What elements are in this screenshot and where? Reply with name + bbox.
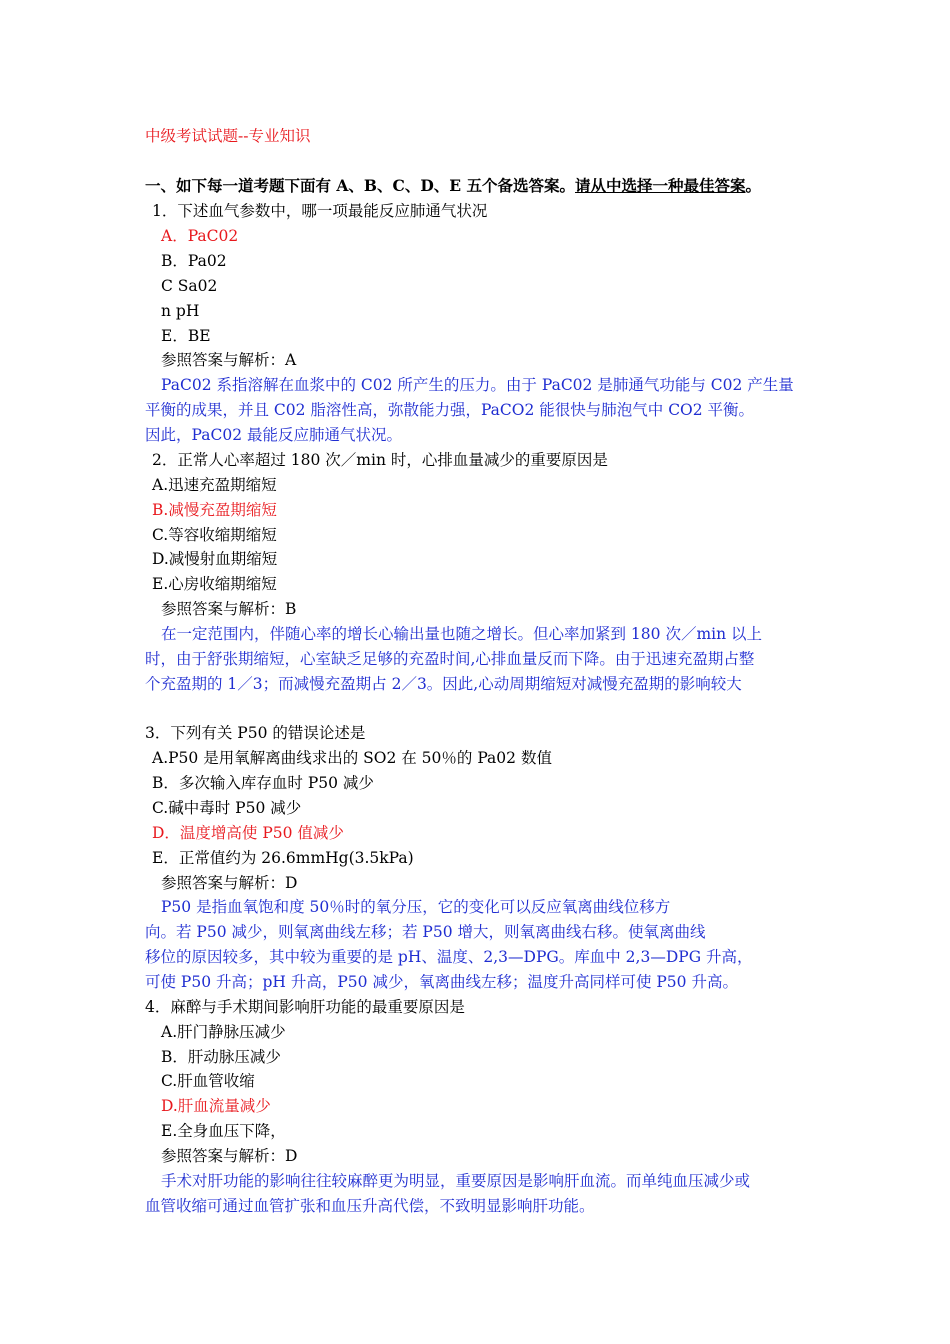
instruction-prefix: 一、如下每一道考题下面有 A、B、C、D、E 五个备选答案。 bbox=[145, 176, 576, 195]
instruction-emphasis: 请从中选择一种最佳答案 bbox=[575, 176, 746, 195]
question-3-explanation-line: P50 是指血氧饱和度 50％时的氧分压，它的变化可以反应氧离曲线位移方 bbox=[161, 898, 671, 916]
question-1-option-c: C Sa02 bbox=[161, 277, 218, 295]
question-3-option-b: B．多次输入库存血时 P50 减少 bbox=[152, 774, 374, 792]
question-1-option-d: n pH bbox=[161, 302, 200, 320]
question-3-option-c: C.碱中毒时 P50 减少 bbox=[152, 799, 302, 817]
question-2-explanation-line: 时，由于舒张期缩短，心室缺乏足够的充盈时间,心排血量反而下降。由于迅速充盈期占整 bbox=[145, 650, 755, 668]
question-4-option-d: D.肝血流量减少 bbox=[161, 1097, 271, 1115]
document-title: 中级考试试题--专业知识 bbox=[145, 127, 311, 145]
question-2-explanation-line: 在一定范围内，伴随心率的增长心输出量也随之增长。但心率加紧到 180 次／min 以上 bbox=[161, 625, 763, 643]
question-4-answer: 参照答案与解析：D bbox=[161, 1147, 298, 1165]
question-1-option-a: A．PaC02 bbox=[161, 227, 239, 245]
question-2-option-d: D.减慢射血期缩短 bbox=[152, 550, 278, 568]
question-4-option-b: B．肝动脉压减少 bbox=[161, 1048, 281, 1066]
question-2-option-e: E.心房收缩期缩短 bbox=[152, 575, 277, 593]
question-1-stem: 1．下述血气参数中，哪一项最能反应肺通气状况 bbox=[152, 202, 488, 220]
question-3-option-a: A.P50 是用氧解离曲线求出的 SO2 在 50％的 Pa02 数值 bbox=[152, 749, 552, 767]
question-2-option-b: B.减慢充盈期缩短 bbox=[152, 501, 277, 519]
question-2-option-c: C.等容收缩期缩短 bbox=[152, 526, 277, 544]
question-2-answer: 参照答案与解析：B bbox=[161, 600, 297, 618]
question-4-option-a: A.肝门静脉压减少 bbox=[161, 1023, 286, 1041]
question-3-answer: 参照答案与解析：D bbox=[161, 874, 298, 892]
instruction-suffix: 。 bbox=[745, 176, 762, 195]
question-4-option-e: E.全身血压下降， bbox=[161, 1122, 286, 1140]
question-1-answer: 参照答案与解析：A bbox=[161, 351, 297, 369]
question-1-explanation-line: 因此，PaC02 最能反应肺通气状况。 bbox=[145, 426, 402, 444]
question-4-stem: 4．麻醉与手术期间影响肝功能的最重要原因是 bbox=[145, 998, 465, 1016]
question-3-explanation-line: 可使 P50 升高；pH 升高，P50 减少，氧离曲线左移；温度升高同样可使 P50 升高。 bbox=[145, 973, 738, 991]
question-2-option-a: A.迅速充盈期缩短 bbox=[152, 476, 277, 494]
question-1-option-b: B．Pa02 bbox=[161, 252, 227, 270]
section-instruction bbox=[145, 174, 761, 199]
question-2-explanation-line: 个充盈期的 1／3；而减慢充盈期占 2／3。因此,心动周期缩短对减慢充盈期的影响较大 bbox=[145, 675, 742, 693]
question-1-option-e: E．BE bbox=[161, 327, 211, 345]
question-2-stem: 2．正常人心率超过 180 次／min 时，心排血量减少的重要原因是 bbox=[152, 451, 608, 469]
question-1-explanation-line: PaC02 系指溶解在血浆中的 C02 所产生的压力。由于 PaC02 是肺通气功能与 C02 产生量 bbox=[161, 376, 794, 394]
question-3-option-e: E．正常值约为 26.6mmHg(3.5kPa) bbox=[152, 849, 414, 867]
question-3-explanation-line: 向。若 P50 减少，则氧离曲线左移；若 P50 增大，则氧离曲线右移。使氧离曲线 bbox=[145, 923, 706, 941]
question-4-explanation-line: 血管收缩可通过血管扩张和血压升高代偿，不致明显影响肝功能。 bbox=[145, 1197, 595, 1215]
question-3-explanation-line: 移位的原因较多，其中较为重要的是 pH、温度、2,3—DPG。库血中 2,3—DPG 升高， bbox=[145, 948, 753, 966]
question-4-option-c: C.肝血管收缩 bbox=[161, 1072, 255, 1090]
question-1-explanation-line: 平衡的成果，并且 C02 脂溶性高，弥散能力强，PaCO2 能很快与肺泡气中 CO2 平衡。 bbox=[145, 401, 755, 419]
question-3-option-d: D．温度增高使 P50 值减少 bbox=[152, 824, 344, 842]
question-3-stem: 3．下列有关 P50 的错误论述是 bbox=[145, 724, 366, 742]
question-4-explanation-line: 手术对肝功能的影响往往较麻醉更为明显，重要原因是影响肝血流。而单纯血压减少或 bbox=[161, 1172, 751, 1190]
